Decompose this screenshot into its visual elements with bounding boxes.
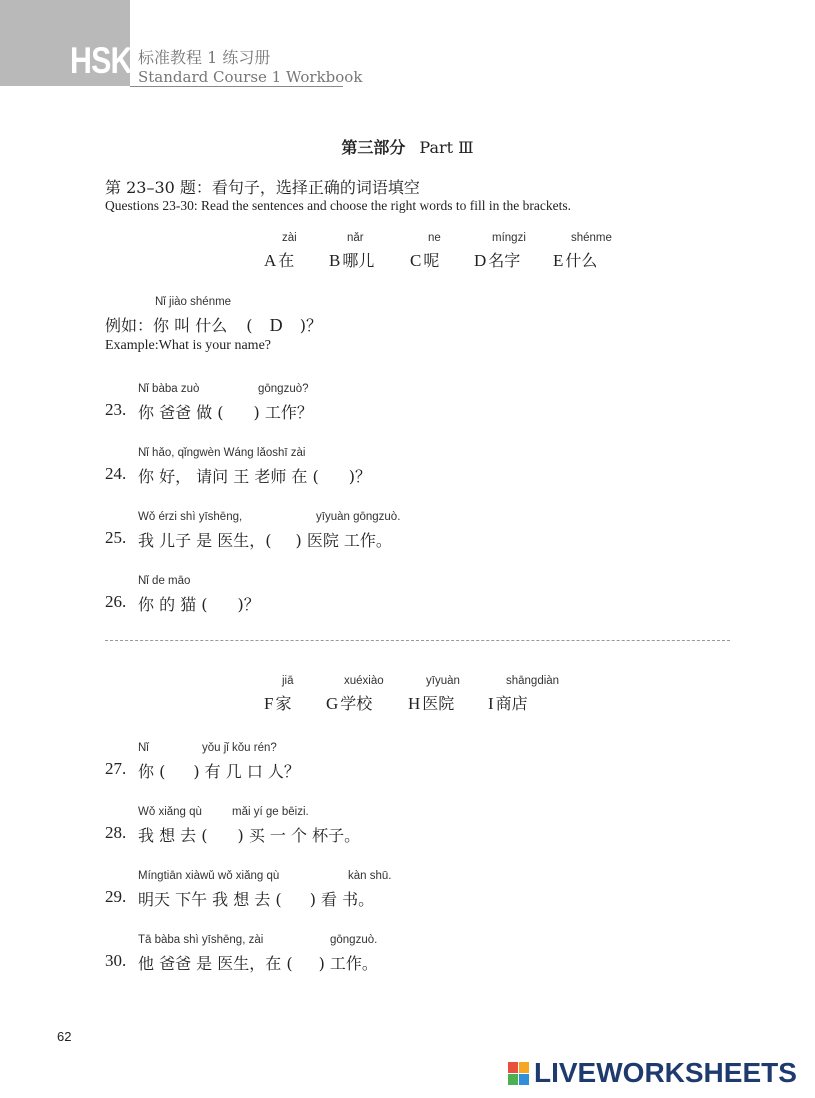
option-word (410, 248, 439, 271)
section-title (0, 135, 815, 158)
example-translation: Example:What is your name? (105, 338, 271, 353)
sentence-before-blank: 他 爸爸 是 医生，在 ( (138, 954, 293, 973)
question-pinyin: Nǐ (138, 742, 149, 754)
option-pinyin: shénme (571, 232, 612, 244)
option-letter: A (264, 251, 277, 270)
option-text: 什么 (565, 251, 598, 270)
option-pinyin: nǎr (347, 232, 364, 244)
answer-blank[interactable] (165, 764, 193, 782)
instruction-en: Questions 23-30: Read the sentences and choose the right words to fill in the brackets. (105, 198, 572, 213)
book-title-cn: 标准教程 1 练习册 (138, 48, 271, 67)
question-pinyin-2: gōngzuò? (258, 383, 309, 395)
question-number: 24. (105, 464, 127, 483)
example-answer: D (269, 315, 283, 335)
option-pinyin: míngzi (492, 232, 526, 244)
sentence-before-blank: 你 的 猫 ( (138, 595, 208, 614)
sentence-after-blank: )？ (348, 467, 372, 486)
sentence-before-blank: 我 儿子 是 医生，( (138, 531, 272, 550)
option-word (326, 691, 372, 714)
sentence-after-blank: ) 工作？ (253, 403, 313, 422)
answer-blank[interactable] (208, 828, 238, 846)
header-divider (130, 86, 343, 87)
option-letter: F (264, 694, 274, 713)
option-letter: H (408, 694, 421, 713)
option-word (264, 691, 291, 714)
option-text: 名字 (488, 251, 521, 270)
question-pinyin: Tā bàba shì yīshēng, zài (138, 934, 264, 946)
option-word (553, 248, 597, 271)
question-number: 29. (105, 887, 127, 906)
option-text: 呢 (423, 251, 440, 270)
sentence-before-blank: 你 好， 请问 王 老师 在 ( (138, 467, 319, 486)
option-word (488, 691, 528, 714)
question-pinyin: Míngtiān xiàwǔ wǒ xiǎng qù (138, 870, 280, 882)
answer-blank[interactable] (208, 597, 238, 615)
instruction-cn: 第 23–30 题：看句子，选择正确的词语填空 (105, 178, 420, 197)
question-sentence (138, 400, 313, 423)
question-pinyin: Wǒ xiǎng qù (138, 806, 202, 818)
option-letter: G (326, 694, 339, 713)
option-word (329, 248, 374, 271)
question-number: 28. (105, 823, 127, 842)
question-pinyin: Nǐ hǎo, qǐngwèn Wáng lǎoshī zài (138, 447, 306, 459)
question-number: 26. (105, 592, 127, 611)
question-pinyin-2: yīyuàn gōngzuò. (316, 511, 401, 523)
question-pinyin-2: gōngzuò. (330, 934, 378, 946)
example-text: 你 叫 什么 (153, 316, 228, 335)
dashed-divider (105, 640, 730, 641)
question-sentence (138, 464, 371, 487)
option-pinyin: jiā (282, 675, 294, 687)
question-sentence (138, 592, 260, 615)
section-title-cn: 第三部分 (341, 138, 406, 157)
option-letter: I (488, 694, 494, 713)
question-sentence (138, 823, 360, 846)
question-sentence (138, 887, 374, 910)
option-text: 商店 (495, 694, 528, 713)
option-word (264, 248, 294, 271)
sentence-before-blank: 你 ( (138, 762, 166, 781)
sentence-after-blank: ) 工作。 (318, 954, 378, 973)
option-text: 在 (278, 251, 295, 270)
option-letter: E (553, 251, 564, 270)
sentence-after-blank: )？ (237, 595, 260, 614)
question-number: 27. (105, 759, 127, 778)
question-sentence (138, 759, 300, 782)
question-sentence (138, 528, 392, 551)
sentence-after-blank: ) 看 书。 (309, 890, 375, 909)
page-number: 62 (57, 1029, 72, 1044)
sentence-before-blank: 你 爸爸 做 ( (138, 403, 224, 422)
question-number: 30. (105, 951, 127, 970)
question-pinyin-2: mǎi yí ge bēizi. (232, 806, 309, 818)
section-part: Part Ⅲ (419, 138, 474, 157)
answer-blank[interactable] (224, 405, 254, 423)
question-pinyin-2: kàn shū. (348, 870, 392, 882)
answer-blank[interactable] (293, 956, 319, 974)
option-letter: C (410, 251, 422, 270)
question-pinyin: Nǐ de māo (138, 575, 191, 587)
answer-blank[interactable] (319, 469, 349, 487)
liveworksheets-logo-icon (508, 1062, 530, 1086)
answer-blank[interactable] (282, 892, 310, 910)
option-word (408, 691, 454, 714)
option-pinyin: yīyuàn (426, 675, 460, 687)
sentence-after-blank: ) 有 几 口 人？ (193, 762, 300, 781)
answer-blank[interactable] (272, 533, 296, 551)
question-pinyin: Wǒ érzi shì yīshēng, (138, 511, 243, 523)
book-title-en: Standard Course 1 Workbook (138, 68, 363, 86)
example-bracket-open: ( (246, 316, 253, 335)
option-pinyin: xuéxiào (344, 675, 384, 687)
sentence-before-blank: 我 想 去 ( (138, 826, 208, 845)
sentence-after-blank: ) 医院 工作。 (295, 531, 392, 550)
example-label: 例如： (105, 316, 154, 335)
question-pinyin-2: yǒu jǐ kǒu rén? (202, 742, 277, 754)
option-text: 哪儿 (342, 251, 375, 270)
option-letter: B (329, 251, 341, 270)
example-sentence (105, 313, 322, 336)
option-pinyin: ne (428, 232, 441, 244)
question-number: 25. (105, 528, 127, 547)
sentence-after-blank: ) 买 一 个 杯子。 (237, 826, 361, 845)
example-bracket-close: )？ (299, 316, 322, 335)
option-text: 医院 (422, 694, 455, 713)
question-pinyin: Nǐ bàba zuò (138, 383, 200, 395)
option-word (474, 248, 520, 271)
option-text: 学校 (340, 694, 373, 713)
option-letter: D (474, 251, 487, 270)
option-text: 家 (275, 694, 292, 713)
question-sentence (138, 951, 378, 974)
option-pinyin: zài (282, 232, 297, 244)
question-number: 23. (105, 400, 127, 419)
liveworksheets-logo-text: LIVEWORKSHEETS (534, 1057, 797, 1088)
sentence-before-blank: 明天 下午 我 想 去 ( (138, 890, 282, 909)
hsk-brand: HSK (70, 40, 132, 81)
option-pinyin: shāngdiàn (506, 675, 560, 687)
example-pinyin: Nǐ jiào shénme (155, 296, 232, 308)
